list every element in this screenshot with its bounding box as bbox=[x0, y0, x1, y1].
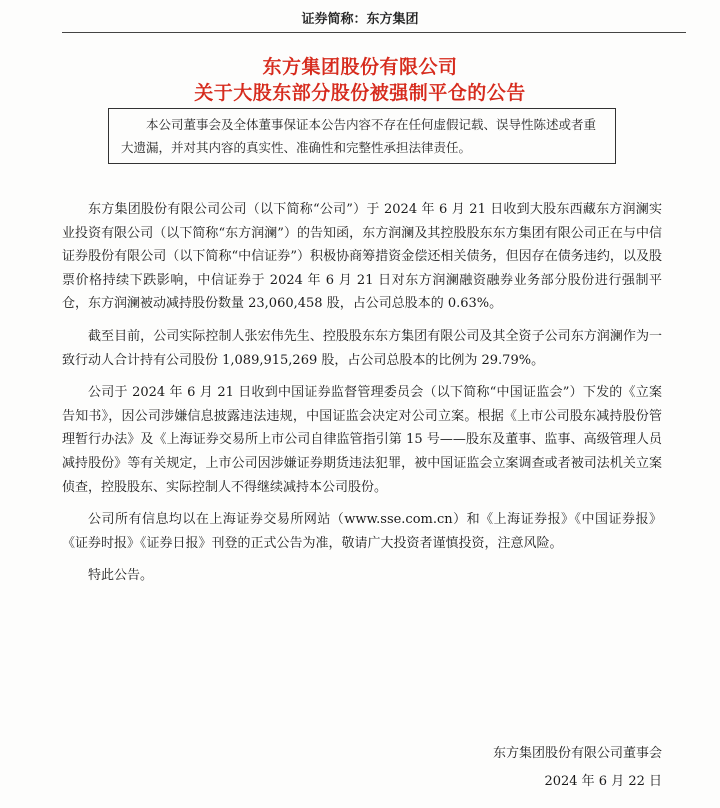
paragraph-disclosure-media: 公司所有信息均以在上海证券交易所网站（www.sse.com.cn）和《上海证券报》《中国证券报》《证券时报》《证券日报》刊登的正式公告为准，敬请广大投资者谨慎投资，注意风险。 bbox=[62, 512, 662, 551]
paragraph-forced-liquidation: 东方集团股份有限公司公司（以下简称“公司”）于 2024 年 6 月 21 日收到大股东西藏东方润澜实业投资有限公司（以下简称“东方润澜”）的告知函，东方润澜及其控股股东东方集团有限公司正在与中信证券股份有限公司（以下简称“中信证券”）积极协商筹措资金偿还相关债务，但因存在债务违约，以及股票价格持续下跌影响，中信证券于 2024 年 6 月 21 日对东方润澜融资融券业务部分股份进行强制平仓，东方润澜被动减持股份数量 23,060,458 股，占公司总股本的 0.63%。 bbox=[62, 202, 662, 312]
announcement-title: 关于大股东部分股份被强制平仓的公告 bbox=[194, 82, 526, 104]
stock-abbreviation: 证券简称：东方集团 bbox=[301, 12, 419, 27]
paragraph-csrc-investigation: 公司于 2024 年 6 月 21 日收到中国证券监督管理委员会（以下简称“中国证监会”）下发的《立案告知书》，因公司涉嫌信息披露违法违规，中国证监会决定对公司立案。根据《上市公司股东减持股份管理暂行办法》及《上海证券交易所上市公司自律监管指引第 15 号——股东及董事、监事、高级管理人员减持股份》等有关规定，上市公司因涉嫌证券期货违法犯罪，被中国证监会立案调查或者被司法机关立案侦查，控股股东、实际控制人不得继续减持本公司股份。 bbox=[62, 385, 662, 495]
company-title: 东方集团股份有限公司 bbox=[262, 56, 458, 78]
header-divider bbox=[62, 32, 686, 33]
disclaimer-box: 本公司董事会及全体董事保证本公告内容不存在任何虚假记载、误导性陈述或者重大遗漏，并对其内容的真实性、准确性和完整性承担法律责任。 bbox=[108, 108, 616, 164]
paragraph-closing: 特此公告。 bbox=[88, 568, 154, 584]
signature-issuer: 东方集团股份有限公司董事会 bbox=[492, 746, 662, 761]
paragraph-shareholding: 截至目前，公司实际控制人张宏伟先生、控股股东东方集团有限公司及其全资子公司东方润澜作为一致行动人合计持有公司股份 1,089,915,269 股，占公司总股本的比例为 29.79%。 bbox=[62, 328, 662, 368]
announcement-body bbox=[62, 198, 662, 597]
signature-date: 2024 年 6 月 22 日 bbox=[544, 774, 662, 789]
